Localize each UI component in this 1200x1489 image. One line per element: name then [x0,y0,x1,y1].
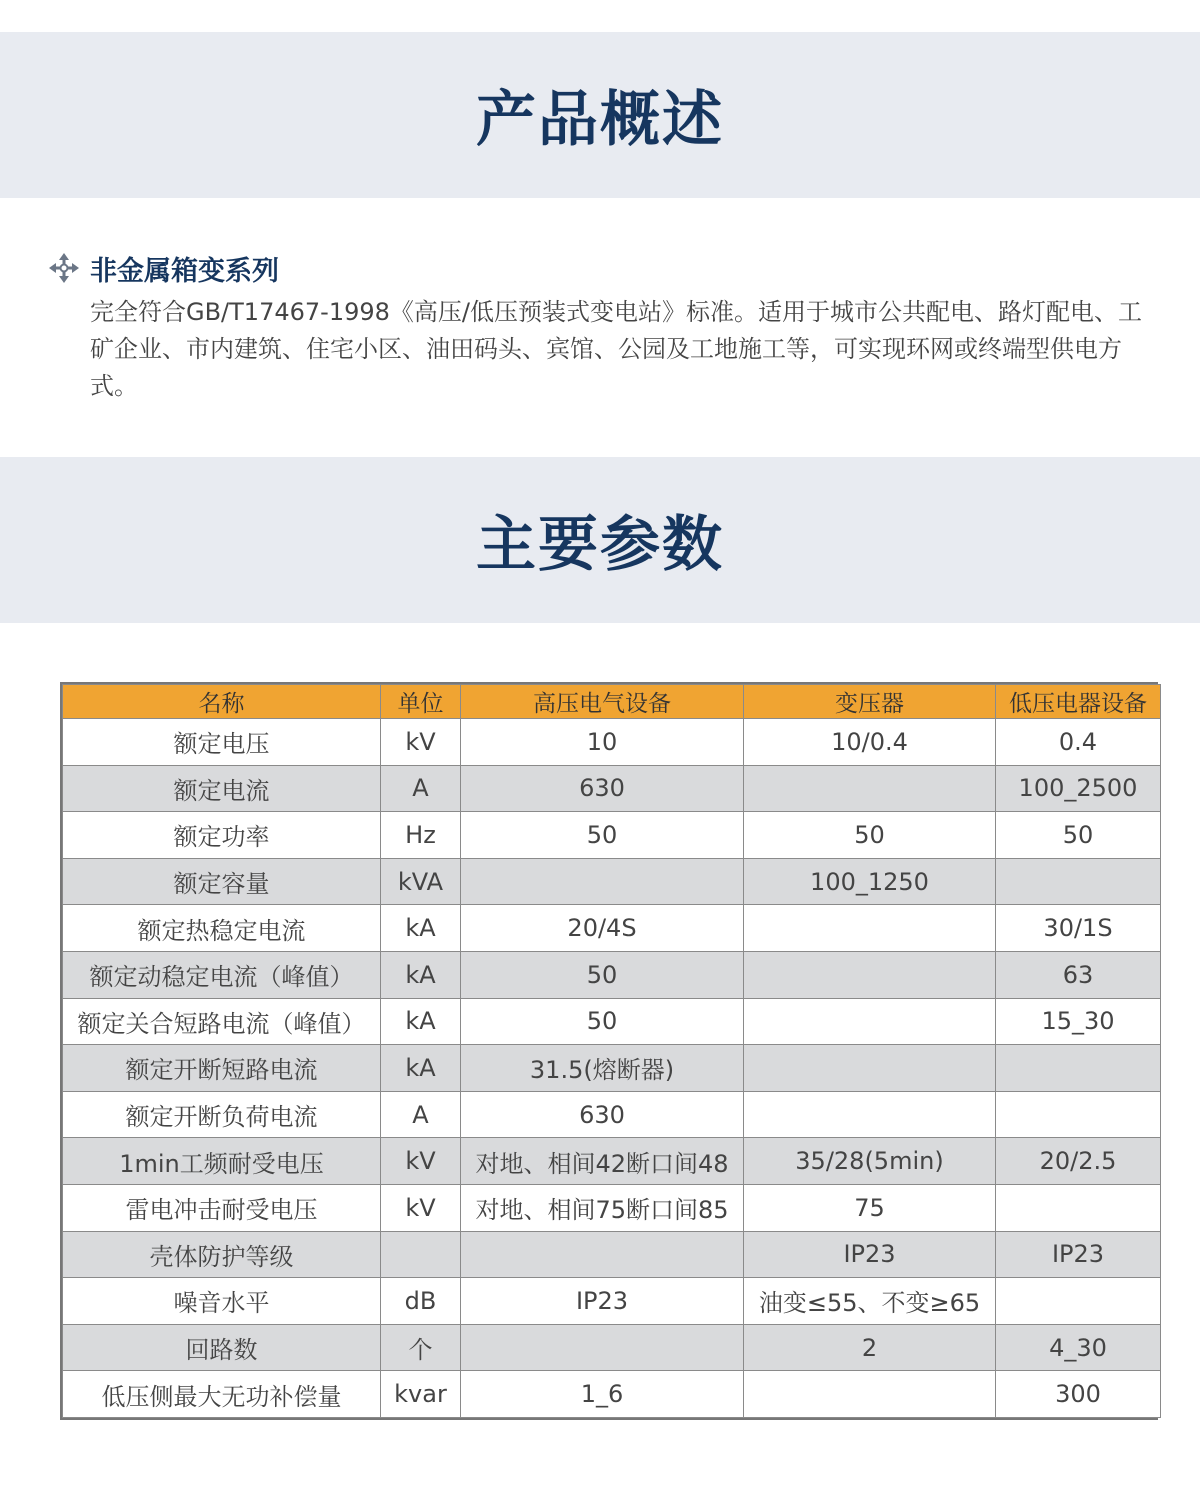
table-cell-unit: dB [381,1278,461,1325]
parameters-table-container [60,682,1158,1420]
table-cell-lv-equipment [996,858,1161,905]
table-cell-unit [381,1231,461,1278]
table-cell-unit: kA [381,998,461,1045]
table-row [63,1045,1161,1092]
table-cell-hv-equipment: 1_6 [461,1371,744,1418]
table-row [63,719,1161,766]
table-cell-lv-equipment: 20/2.5 [996,1138,1161,1185]
column-header-transformer: 变压器 [744,685,996,719]
table-row [63,1324,1161,1371]
table-cell-unit: kV [381,1138,461,1185]
table-cell-lv-equipment: 4_30 [996,1324,1161,1371]
table-cell-transformer [744,998,996,1045]
table-header-row [63,685,1161,719]
table-cell-lv-equipment: 30/1S [996,905,1161,952]
table-cell-name: 额定容量 [63,858,381,905]
table-cell-hv-equipment: 630 [461,765,744,812]
table-cell-name: 额定关合短路电流（峰值） [63,998,381,1045]
table-cell-transformer [744,1091,996,1138]
product-intro [48,248,1158,405]
table-body [63,719,1161,1418]
table-cell-lv-equipment: 300 [996,1371,1161,1418]
table-cell-hv-equipment: 对地、相间75断口间85 [461,1184,744,1231]
table-cell-hv-equipment: 10 [461,719,744,766]
table-cell-hv-equipment [461,1324,744,1371]
table-cell-lv-equipment: 63 [996,951,1161,998]
table-cell-unit: kA [381,951,461,998]
column-header-hv-equipment: 高压电气设备 [461,685,744,719]
table-cell-unit: Hz [381,812,461,859]
column-header-unit: 单位 [381,685,461,719]
table-cell-transformer: IP23 [744,1231,996,1278]
table-cell-lv-equipment: IP23 [996,1231,1161,1278]
table-cell-hv-equipment: IP23 [461,1278,744,1325]
table-cell-hv-equipment: 对地、相间42断口间48 [461,1138,744,1185]
table-cell-transformer: 油变≤55、不变≥65 [744,1278,996,1325]
move-arrows-icon [48,252,80,284]
table-cell-name: 额定热稳定电流 [63,905,381,952]
table-cell-transformer [744,1045,996,1092]
table-cell-lv-equipment: 100_2500 [996,765,1161,812]
table-cell-transformer [744,905,996,952]
table-cell-hv-equipment: 630 [461,1091,744,1138]
intro-text: 完全符合GB/T17467-1998《高压/低压预装式变电站》标准。适用于城市公共配电、路灯配电、工矿企业、市内建筑、住宅小区、油田码头、宾馆、公园及工地施工等，可实现环网或终端型供电方式。 [90,298,1142,400]
table-cell-hv-equipment: 31.5(熔断器) [461,1045,744,1092]
table-cell-transformer: 35/28(5min) [744,1138,996,1185]
table-row [63,765,1161,812]
table-cell-name: 额定电流 [63,765,381,812]
table-cell-transformer: 75 [744,1184,996,1231]
table-cell-transformer: 2 [744,1324,996,1371]
parameters-banner [0,457,1200,623]
table-cell-lv-equipment [996,1184,1161,1231]
overview-banner [0,32,1200,198]
table-cell-lv-equipment [996,1045,1161,1092]
table-cell-unit: 个 [381,1324,461,1371]
table-cell-transformer [744,765,996,812]
table-cell-unit: A [381,765,461,812]
table-cell-transformer: 50 [744,812,996,859]
table-cell-unit: kvar [381,1371,461,1418]
table-cell-unit: kV [381,719,461,766]
table-cell-lv-equipment [996,1278,1161,1325]
table-cell-name: 额定开断短路电流 [63,1045,381,1092]
intro-title: 非金属箱变系列 [90,255,279,287]
table-row [63,951,1161,998]
table-row [63,998,1161,1045]
table-cell-hv-equipment: 50 [461,812,744,859]
parameters-title: 主要参数 [476,510,724,580]
table-cell-name: 低压侧最大无功补偿量 [63,1371,381,1418]
table-row [63,1278,1161,1325]
table-row [63,812,1161,859]
table-row [63,1184,1161,1231]
table-cell-name: 额定开断负荷电流 [63,1091,381,1138]
table-row [63,1231,1161,1278]
table-cell-name: 噪音水平 [63,1278,381,1325]
table-cell-name: 壳体防护等级 [63,1231,381,1278]
intro-header [48,248,1158,288]
table-cell-name: 雷电冲击耐受电压 [63,1184,381,1231]
table-cell-name: 额定功率 [63,812,381,859]
table-cell-lv-equipment: 0.4 [996,719,1161,766]
table-cell-unit: kA [381,1045,461,1092]
table-row [63,1138,1161,1185]
table-cell-name: 额定动稳定电流（峰值） [63,951,381,998]
overview-title: 产品概述 [476,85,724,155]
table-row [63,1091,1161,1138]
table-cell-unit: kV [381,1184,461,1231]
table-cell-hv-equipment: 50 [461,951,744,998]
table-cell-unit: kVA [381,858,461,905]
table-cell-transformer [744,951,996,998]
table-row [63,1371,1161,1418]
parameters-table [62,684,1161,1418]
table-cell-lv-equipment: 15_30 [996,998,1161,1045]
table-cell-name: 额定电压 [63,719,381,766]
table-cell-transformer [744,1371,996,1418]
table-cell-unit: kA [381,905,461,952]
column-header-name: 名称 [63,685,381,719]
table-cell-hv-equipment [461,858,744,905]
table-cell-lv-equipment: 50 [996,812,1161,859]
table-cell-lv-equipment [996,1091,1161,1138]
table-cell-hv-equipment [461,1231,744,1278]
table-cell-transformer: 100_1250 [744,858,996,905]
table-cell-name: 1min工频耐受电压 [63,1138,381,1185]
table-cell-name: 回路数 [63,1324,381,1371]
table-cell-transformer: 10/0.4 [744,719,996,766]
table-cell-hv-equipment: 50 [461,998,744,1045]
table-row [63,858,1161,905]
table-cell-unit: A [381,1091,461,1138]
table-cell-hv-equipment: 20/4S [461,905,744,952]
column-header-lv-equipment: 低压电器设备 [996,685,1161,719]
table-row [63,905,1161,952]
